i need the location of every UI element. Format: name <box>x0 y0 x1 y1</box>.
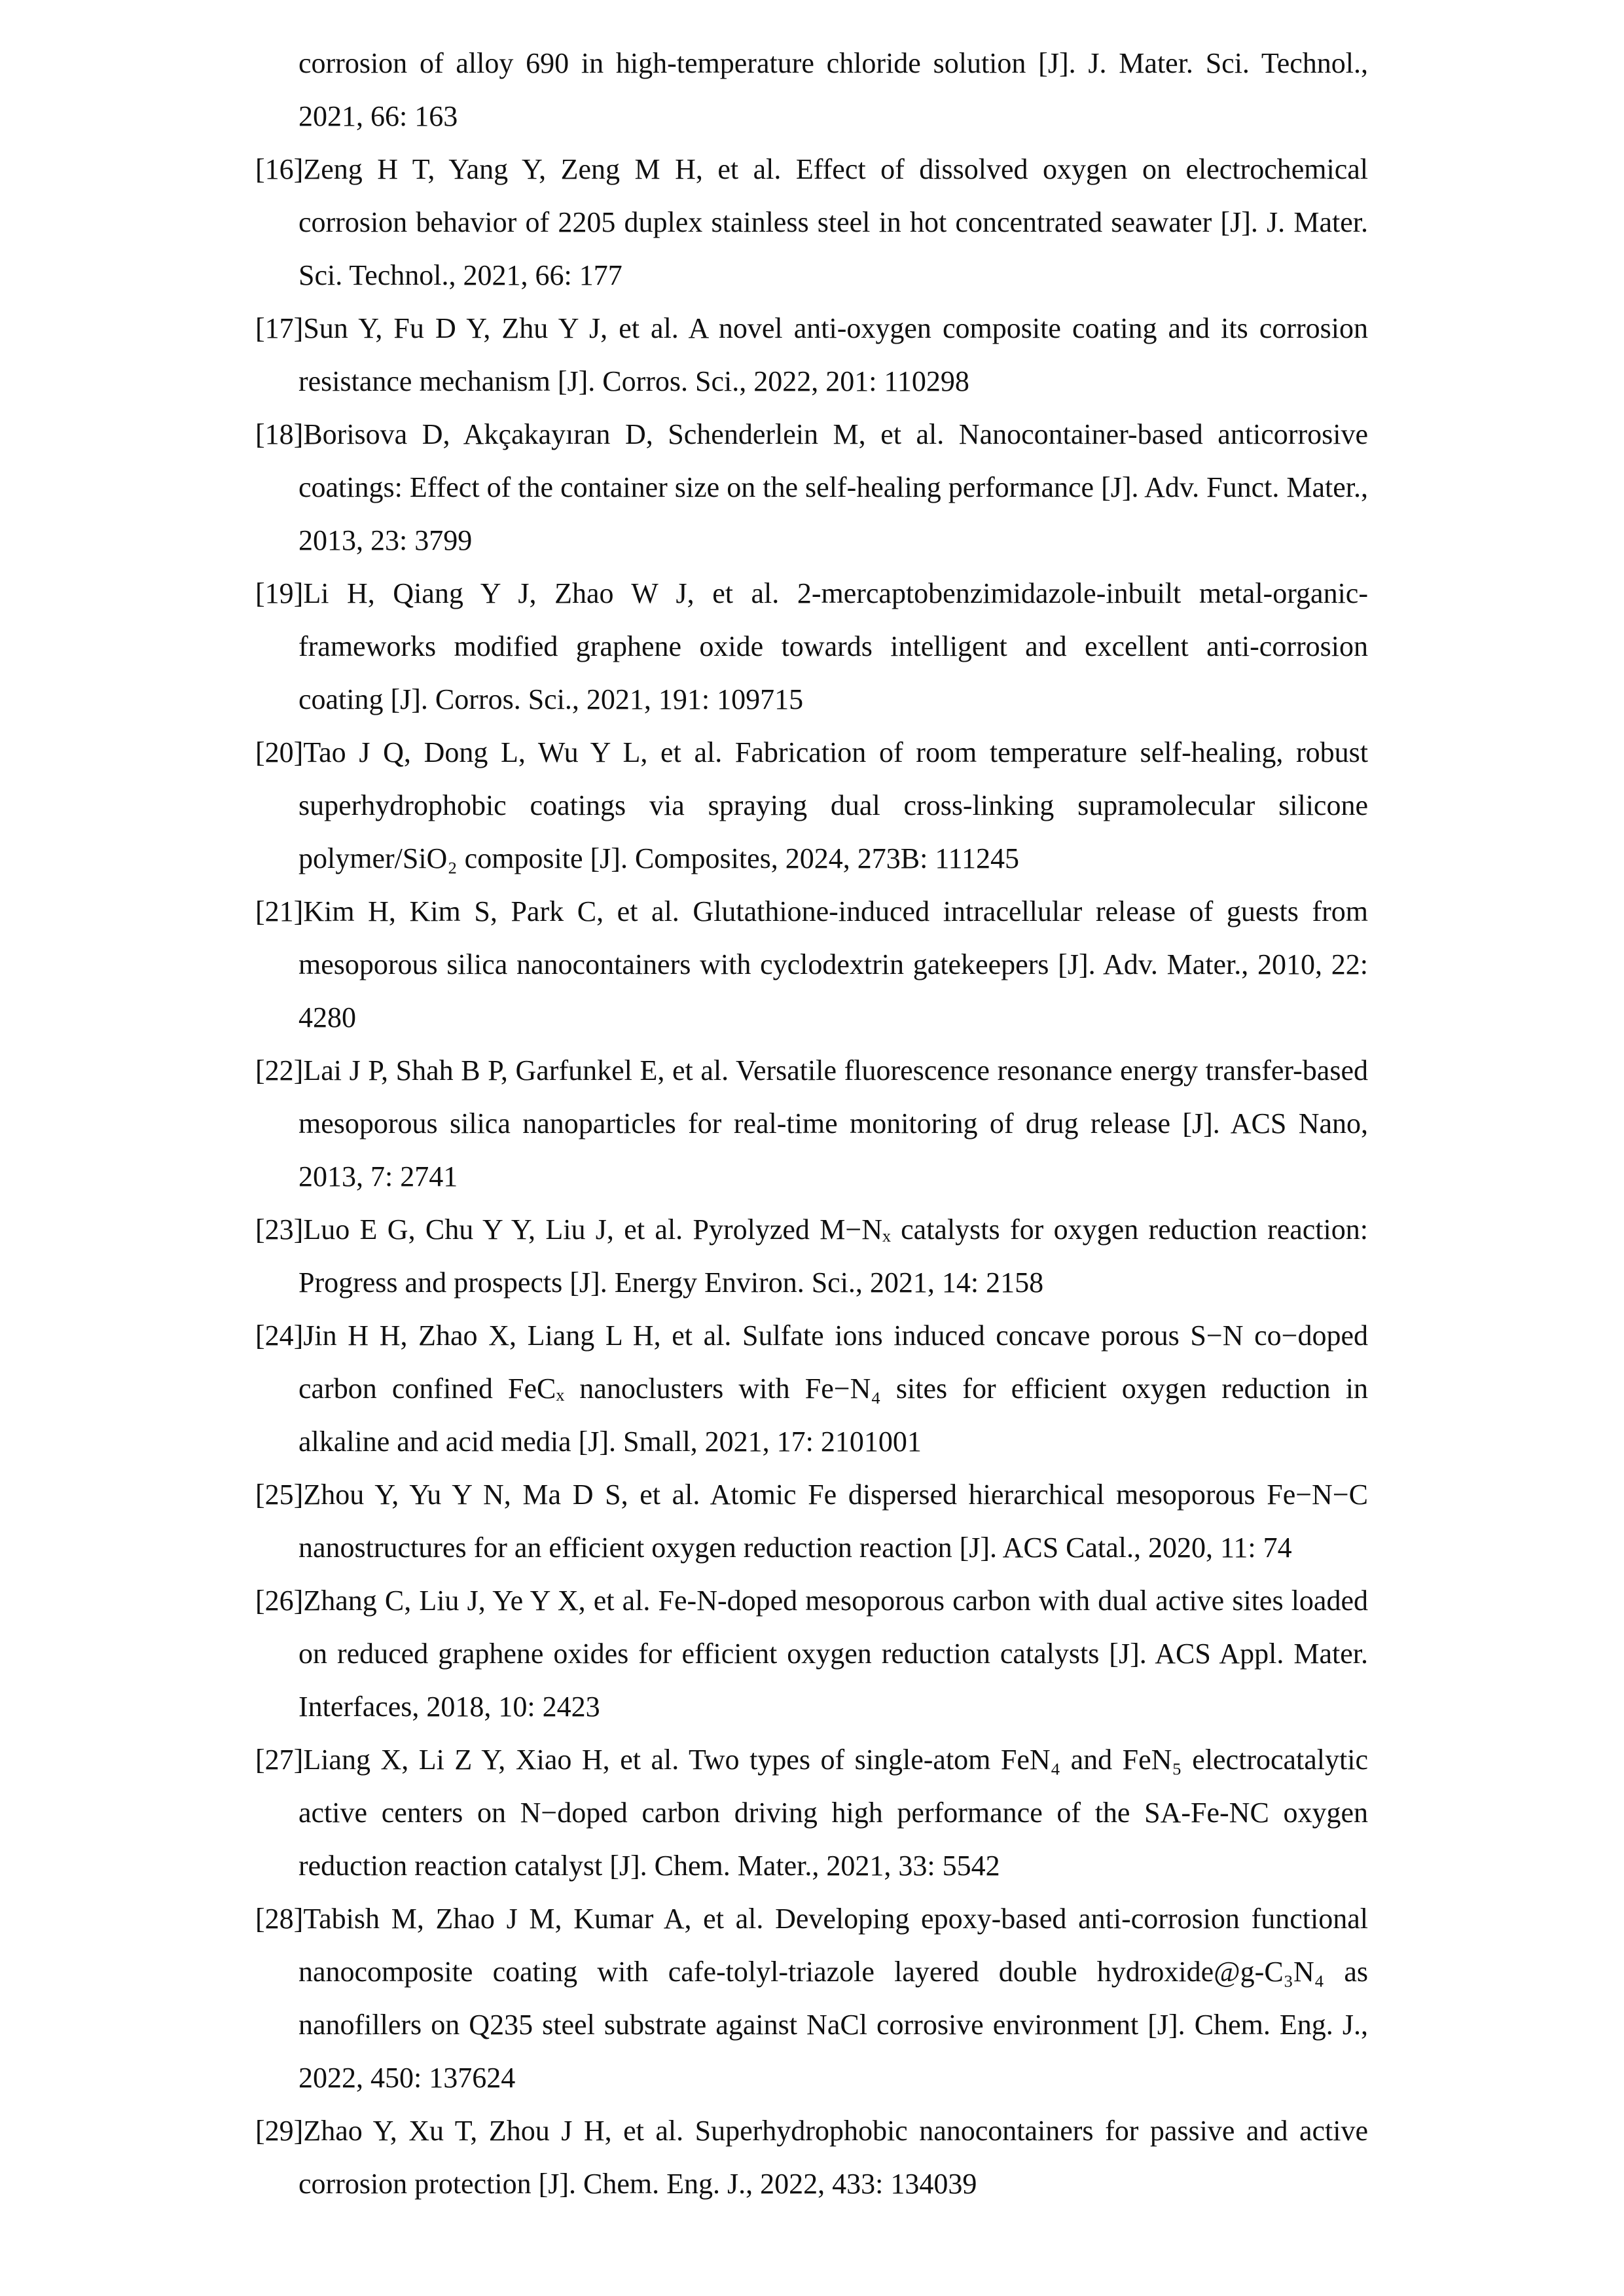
reference-number: [17] <box>255 312 304 344</box>
reference-text: Sun Y, Fu D Y, Zhu Y J, et al. A novel anti-oxygen composite coating and its corrosion resistance mechanism [J]. Corros. Sci., 2022, 201: 110298 <box>298 312 1368 397</box>
reference-text: Tabish M, Zhao J M, Kumar A, et al. Developing epoxy-based anti-corrosion functional nanocomposite coating with cafe-tolyl-triazole layered double hydroxide@g-C₃N₄ as nanofillers on Q235 steel substrate against NaCl corrosive environment [J]. Chem. Eng. J., 2022, 450: 137624 <box>298 1903 1368 2094</box>
reference-item <box>255 1892 1368 2104</box>
reference-item <box>255 1468 1368 1574</box>
reference-text: Zhou Y, Yu Y N, Ma D S, et al. Atomic Fe dispersed hierarchical mesoporous Fe−N−C nanostructures for an efficient oxygen reduction reaction [J]. ACS Catal., 2020, 11: 74 <box>298 1479 1368 1564</box>
reference-number: [26] <box>255 1585 304 1617</box>
reference-item <box>255 1044 1368 1203</box>
reference-text: Borisova D, Akçakayıran D, Schenderlein M, et al. Nanocontainer-based anticorrosive coatings: Effect of the container size on the self-healing performance [J]. Adv. Funct. Mater., 2013, 23: 3799 <box>298 418 1368 556</box>
reference-item <box>255 885 1368 1044</box>
reference-item <box>255 1733 1368 1892</box>
reference-number: [27] <box>255 1744 304 1776</box>
reference-text: Jin H H, Zhao X, Liang L H, et al. Sulfate ions induced concave porous S−N co−doped carbon confined FeCₓ nanoclusters with Fe−N₄ sites for efficient oxygen reduction in alkaline and acid media [J]. Small, 2021, 17: 2101001 <box>298 1319 1368 1458</box>
reference-text: Zhao Y, Xu T, Zhou J H, et al. Superhydrophobic nanocontainers for passive and active corrosion protection [J]. Chem. Eng. J., 2022, 433: 134039 <box>298 2115 1368 2200</box>
reference-text: Luo E G, Chu Y Y, Liu J, et al. Pyrolyzed M−Nₓ catalysts for oxygen reduction reaction: Progress and prospects [J]. Energy Environ. Sci., 2021, 14: 2158 <box>298 1213 1368 1299</box>
reference-text: Tao J Q, Dong L, Wu Y L, et al. Fabrication of room temperature self-healing, robust superhydrophobic coatings via spraying dual cross-linking supramolecular silicone polymer/SiO₂ composite [J]. Composites, 2024, 273B: 111245 <box>298 736 1368 874</box>
reference-number: [16] <box>255 153 304 185</box>
reference-item <box>255 726 1368 885</box>
reference-text: Zeng H T, Yang Y, Zeng M H, et al. Effect of dissolved oxygen on electrochemical corrosion behavior of 2205 duplex stainless steel in hot concentrated seawater [J]. J. Mater. Sci. Technol., 2021, 66: 177 <box>298 153 1368 291</box>
reference-text: Li H, Qiang Y J, Zhao W J, et al. 2-mercaptobenzimidazole-inbuilt metal-organic-frameworks modified graphene oxide towards intelligent and excellent anti-corrosion coating [J]. Corros. Sci., 2021, 191: 109715 <box>298 577 1368 715</box>
reference-item <box>255 1574 1368 1733</box>
reference-number: [18] <box>255 418 304 450</box>
reference-item <box>255 143 1368 302</box>
reference-number: [28] <box>255 1903 304 1935</box>
reference-number: [24] <box>255 1319 304 1352</box>
reference-item <box>255 2104 1368 2210</box>
reference-number: [29] <box>255 2115 304 2147</box>
reference-number: [23] <box>255 1213 304 1246</box>
reference-item <box>255 408 1368 567</box>
reference-number: [19] <box>255 577 304 609</box>
reference-item <box>255 567 1368 726</box>
reference-text: Liang X, Li Z Y, Xiao H, et al. Two types of single-atom FeN₄ and FeN₅ electrocatalytic active centers on N−doped carbon driving high performance of the SA-Fe-NC oxygen reduction reaction catalyst [J]. Chem. Mater., 2021, 33: 5542 <box>298 1744 1368 1882</box>
reference-text: Zhang C, Liu J, Ye Y X, et al. Fe-N-doped mesoporous carbon with dual active sites loaded on reduced graphene oxides for efficient oxygen reduction catalysts [J]. ACS Appl. Mater. Interfaces, 2018, 10: 2423 <box>298 1585 1368 1723</box>
reference-item <box>255 1203 1368 1309</box>
reference-item <box>255 1309 1368 1468</box>
reference-number: [25] <box>255 1479 304 1511</box>
reference-number: [21] <box>255 895 304 927</box>
reference-text: Kim H, Kim S, Park C, et al. Glutathione-induced intracellular release of guests from mesoporous silica nanocontainers with cyclodextrin gatekeepers [J]. Adv. Mater., 2010, 22: 4280 <box>298 895 1368 1033</box>
reference-number: [20] <box>255 736 304 768</box>
reference-item <box>255 302 1368 408</box>
reference-number: [22] <box>255 1054 304 1086</box>
reference-list <box>255 143 1368 2210</box>
reference-15-continuation: corrosion of alloy 690 in high-temperature chloride solution [J]. J. Mater. Sci. Technol., 2021, 66: 163 <box>298 47 1368 132</box>
reference-text: Lai J P, Shah B P, Garfunkel E, et al. Versatile fluorescence resonance energy transfer-based mesoporous silica nanoparticles for real-time monitoring of drug release [J]. ACS Nano, 2013, 7: 2741 <box>298 1054 1368 1193</box>
